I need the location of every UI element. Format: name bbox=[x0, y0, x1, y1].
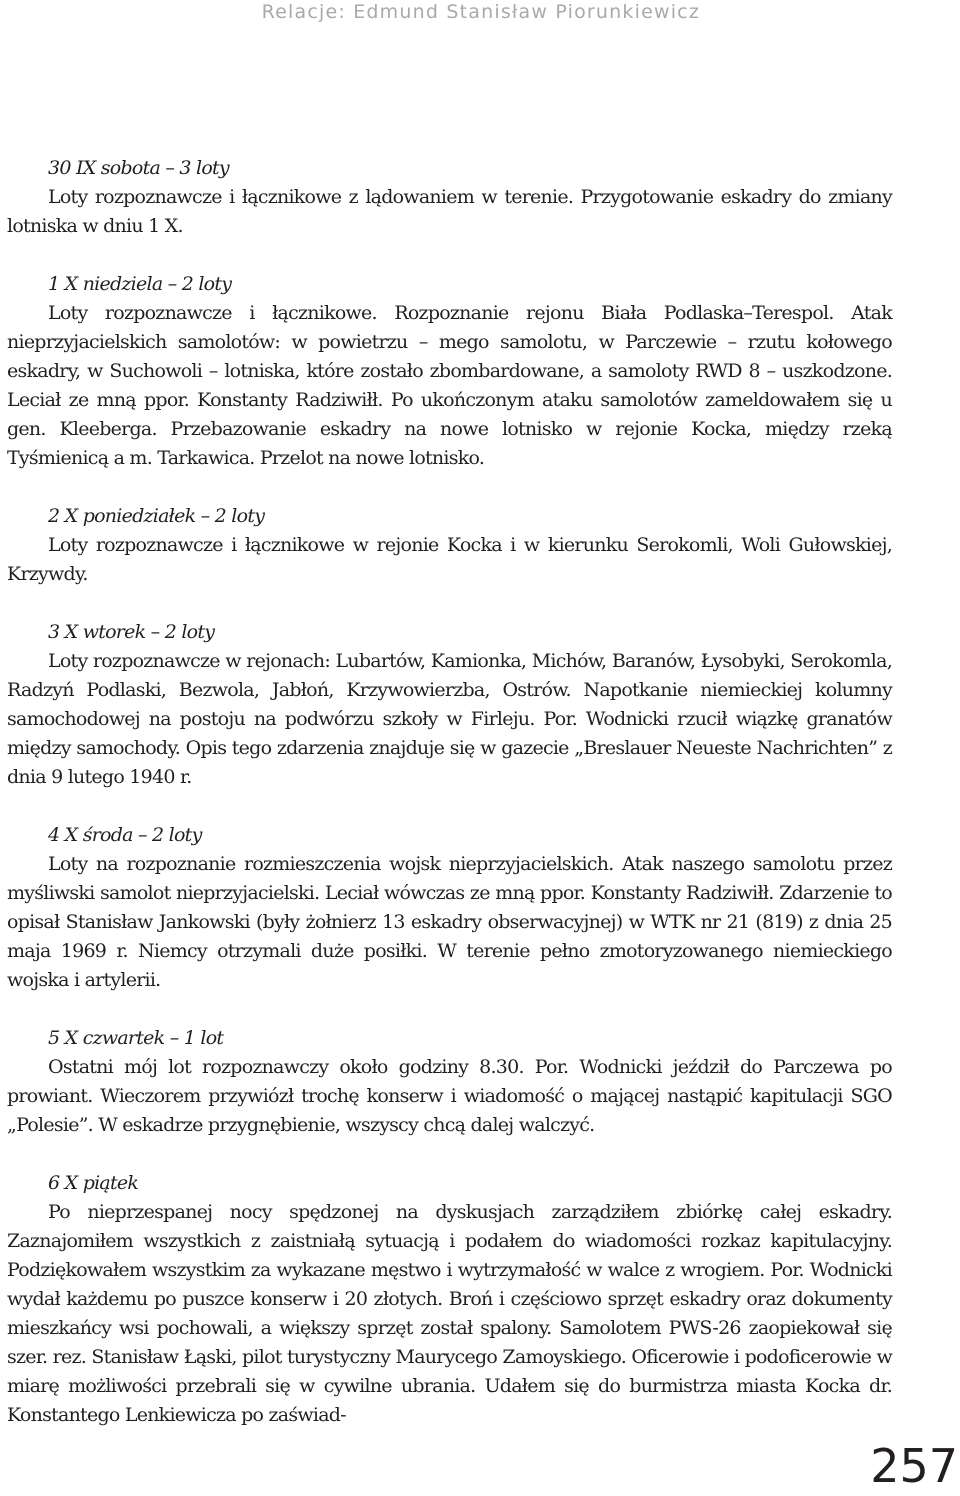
diary-entry-2-x bbox=[7, 502, 892, 589]
page-number: 257 bbox=[870, 1439, 958, 1493]
diary-entry-6-x bbox=[7, 1169, 892, 1430]
entry-body: Loty na rozpoznanie rozmieszczenia wojsk nieprzyjacielskich. Atak naszego samolotu przez myśliwski samolot nieprzyjacielski. Leciał wówczas ze mną ppor. Konstanty Radziwiłł. Zdarzenie to opisał Stanisław Jankowski (były żołnierz 13 eskadry obserwacyjnej) w WTK nr 21 (819) z dnia 25 maja 1969 r. Niemcy otrzymali duże posiłki. W terenie pełno zmotoryzowanego niemieckiego wojska i artylerii. bbox=[7, 853, 892, 991]
entry-body: Loty rozpoznawcze w rejonach: Lubartów, Kamionka, Michów, Baranów, Łysobyki, Serokomla, Radzyń Podlaski, Bezwola, Jabłoń, Krzywowierzba, Ostrów. Napotkanie niemieckiej kolumny samochodowej na postoju na podwórzu szkoły w Firleju. Por. Wodnicki rzucił wiązkę granatów między samochody. Opis tego zdarzenia znajduje się w gazecie „Breslauer Neueste Nachrichten” z dnia 9 lutego 1940 r. bbox=[7, 650, 892, 788]
diary-entry-1-x bbox=[7, 270, 892, 473]
entry-heading: 5 X czwartek – 1 lot bbox=[48, 1027, 224, 1049]
entry-body: Loty rozpoznawcze i łącznikowe w rejonie Kocka i w kierunku Serokomli, Woli Gułowskiej, Krzywdy. bbox=[7, 534, 892, 585]
diary-entry-5-x bbox=[7, 1024, 892, 1140]
entry-body: Po nieprzespanej nocy spędzonej na dyskusjach zarządziłem zbiórkę całej eskadry. Zaznajomiłem wszystkich z zaistniałą sytuacją i podałem do wiadomości rozkaz kapitulacyjny. Podziękowałem wszystkim za wykazane męstwo i wytrzymałość w walce z wrogiem. Por. Wodnicki wydał każdemu po puszce konserw i 20 złotych. Broń i częściowo sprzęt eskadry oraz dokumenty mieszkańcy wsi pochowali, a większy sprzęt został spalony. Samolotem PWS-26 zaopiekował się szer. rez. Stanisław Łąski, pilot turystyczny Maurycego Zamoyskiego. Oficerowie i podoficerowie w miarę możliwości przebrali się w cywilne ubrania. Udałem się do burmistrza miasta Kocka dr. Konstantego Lenkiewicza po zaświad- bbox=[7, 1201, 892, 1426]
entry-heading: 3 X wtorek – 2 loty bbox=[48, 621, 215, 643]
entry-body: Loty rozpoznawcze i łącznikowe z lądowaniem w terenie. Przygotowanie eskadry do zmiany lotniska w dniu 1 X. bbox=[7, 186, 892, 237]
page-content bbox=[7, 154, 892, 1459]
entry-heading: 2 X poniedziałek – 2 loty bbox=[48, 505, 265, 527]
running-head: Relacje: Edmund Stanisław Piorunkiewicz bbox=[261, 1, 700, 23]
diary-entry-4-x bbox=[7, 821, 892, 995]
entry-heading: 4 X środa – 2 loty bbox=[48, 824, 202, 846]
diary-entry-3-x bbox=[7, 618, 892, 792]
entry-heading: 1 X niedziela – 2 loty bbox=[48, 273, 232, 295]
entry-heading: 30 IX sobota – 3 loty bbox=[48, 157, 229, 179]
entry-body: Ostatni mój lot rozpoznawczy około godziny 8.30. Por. Wodnicki jeździł do Parczewa po prowiant. Wieczorem przywiózł trochę konserw i wiadomość o mającej nastąpić kapitulacji SGO „Polesie”. W eskadrze przygnębienie, wszyscy chcą dalej walczyć. bbox=[7, 1056, 892, 1136]
entry-heading: 6 X piątek bbox=[48, 1172, 139, 1194]
diary-entry-30-ix bbox=[7, 154, 892, 241]
entry-body: Loty rozpoznawcze i łącznikowe. Rozpoznanie rejonu Biała Podlaska–Terespol. Atak nieprzyjacielskich samolotów: w powietrzu – mego samolotu, w Parczewie – rzutu kołowego eskadry, w Suchowoli – lotniska, które zostało zbombardowane, a samoloty RWD 8 – uszkodzone. Leciał ze mną ppor. Konstanty Radziwiłł. Po ukończonym ataku samolotów zameldowałem się u gen. Kleeberga. Przebazowanie eskadry na nowe lotnisko w rejonie Kocka, między rzeką Tyśmienicą a m. Tarkawica. Przelot na nowe lotnisko. bbox=[7, 302, 892, 469]
